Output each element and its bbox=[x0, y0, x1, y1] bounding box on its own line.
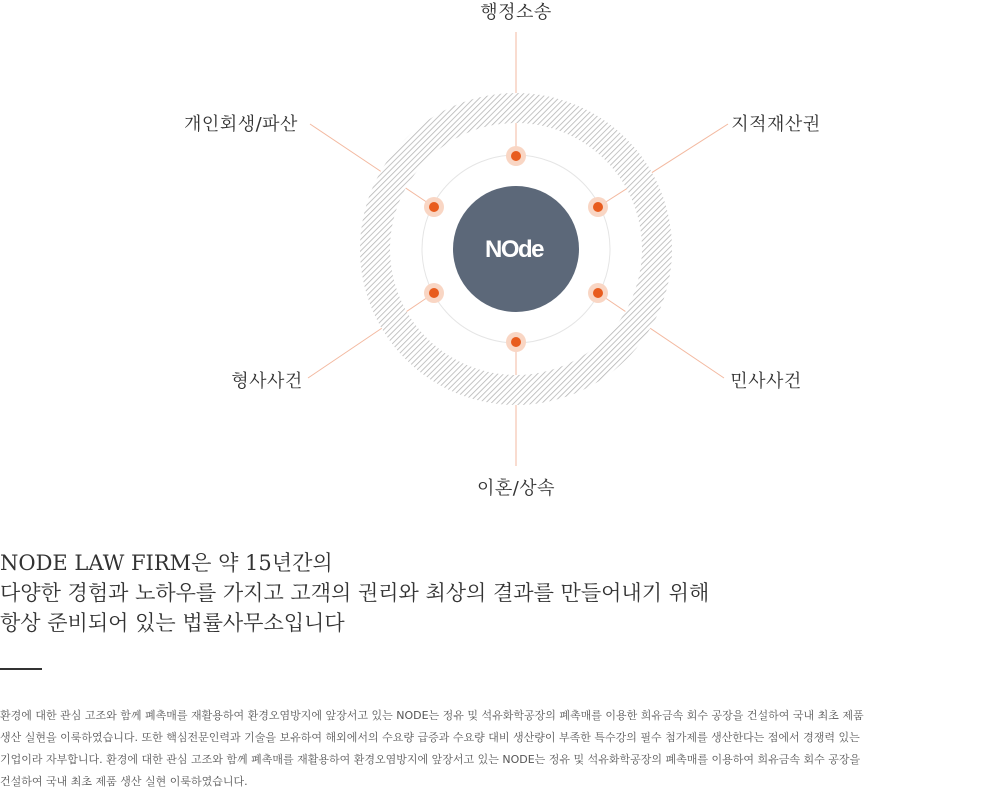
intro-line-1: NODE LAW FIRM은 약 15년간의 bbox=[0, 551, 333, 575]
area-label-criminal-cases[interactable]: 형사사건 bbox=[231, 371, 303, 392]
node-bankruptcy[interactable] bbox=[424, 197, 444, 217]
intro-line-3: 항상 준비되어 있는 법률사무소입니다 bbox=[0, 611, 345, 635]
area-label-civil-cases[interactable]: 민사사건 bbox=[730, 371, 802, 392]
area-label-intellectual-property[interactable]: 지적재산권 bbox=[731, 114, 821, 135]
company-description bbox=[0, 705, 1000, 793]
description-line-4: 건설하여 국내 최초 제품 생산 실현 이룩하였습니다. bbox=[0, 775, 248, 788]
area-label-divorce-inheritance[interactable]: 이혼/상속 bbox=[476, 478, 556, 499]
area-label-admin-litigation[interactable]: 행정소송 bbox=[480, 2, 552, 23]
node-ip[interactable] bbox=[588, 197, 608, 217]
node-logo: NOde bbox=[484, 236, 544, 263]
node-criminal[interactable] bbox=[424, 283, 444, 303]
section-divider bbox=[0, 668, 42, 670]
description-line-3: 기업이라 자부합니다. 환경에 대한 관심 고조와 함께 폐촉매를 재활용하여 환경오염방지에 앞장서고 있는 NODE는 정유 및 석유화학공장의 폐촉매를 이용하여 희유금속 회수 공장을 bbox=[0, 753, 861, 766]
description-line-2: 생산 실현을 이룩하였습니다. 또한 핵심전문인력과 기술을 보유하여 해외에서의 수요량 급증과 수요량 대비 생산량이 부족한 특수강의 필수 첨가제를 생산한다는 점에서 경쟁력 있는 bbox=[0, 731, 860, 744]
area-label-bankruptcy[interactable]: 개인회생/파산 bbox=[184, 114, 298, 135]
node-family[interactable] bbox=[506, 332, 526, 352]
intro-line-2: 다양한 경험과 노하우를 가지고 고객의 권리와 최상의 결과를 만들어내기 위해 bbox=[0, 581, 710, 605]
node-admin[interactable] bbox=[506, 146, 526, 166]
node-civil[interactable] bbox=[588, 283, 608, 303]
description-line-1: 환경에 대한 관심 고조와 함께 폐촉매를 재활용하여 환경오염방지에 앞장서고 있는 NODE는 정유 및 석유화학공장의 폐촉매를 이용한 희유금속 회수 공장을 건설하여 국내 최초 제품 bbox=[0, 709, 864, 722]
intro-statement bbox=[0, 548, 1000, 638]
